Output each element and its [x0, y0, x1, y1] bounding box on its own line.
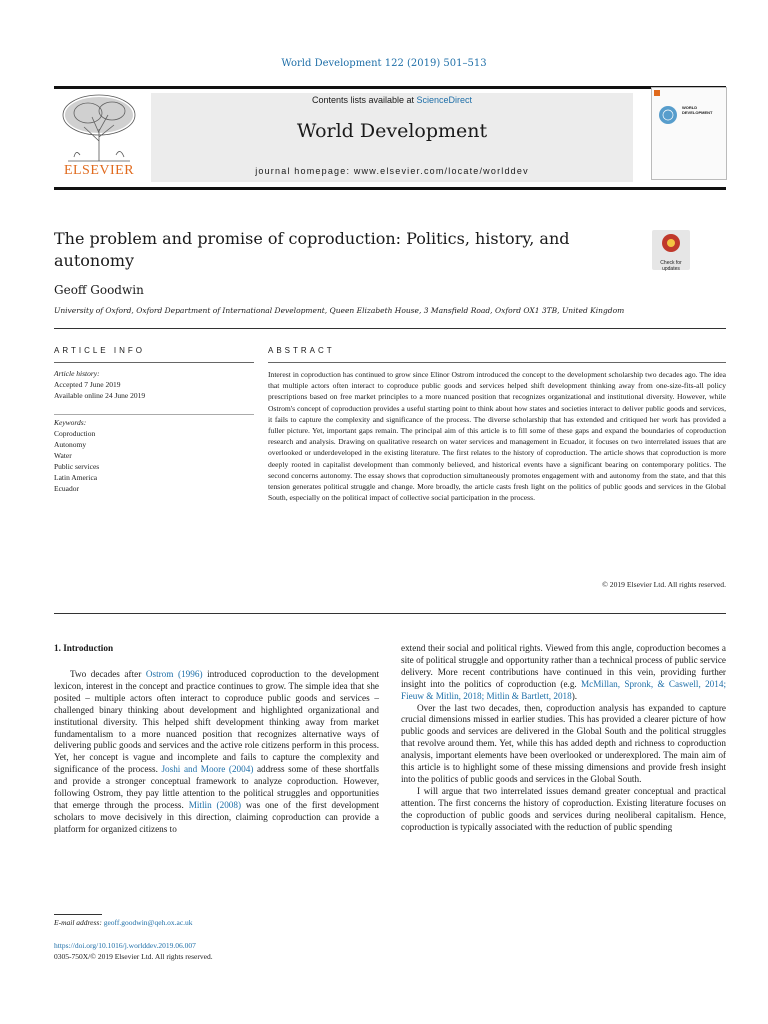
email-label: E-mail address: [54, 918, 104, 927]
keyword: Ecuador [54, 484, 79, 493]
abstract-heading: ABSTRACT [268, 346, 335, 355]
paper-title: The problem and promise of coproduction: Politics, history, and autonomy [54, 229, 570, 270]
article-info-heading: ARTICLE INFO [54, 346, 145, 355]
contents-prefix: Contents lists available at [311, 95, 417, 105]
check-for-updates-label: Check for updates [660, 260, 682, 272]
citation-link[interactable]: Ostrom (1996) [145, 669, 203, 679]
publisher-name: ELSEVIER [63, 163, 135, 178]
paragraph: I will argue that two interrelated issues demand greater conceptual and practical attention. The first concerns the history of coproduction. Existing literature focuses on the coproduction of public goods and services during neoliberal capitalism. Hence, coproduction is typically associated with the reduction of public spending [401, 785, 726, 832]
divider [54, 613, 726, 614]
body-right-column [401, 643, 726, 834]
paragraph: extend their social and political rights. Viewed from this angle, coproduction becomes a site of political struggle and opportunity rather than a technical process of public service delivery. More recent contributions have continued in this vein, providing further insight into the politics of coproduction (e.g. McMillan, Spronk, & Caswell, 2014; Fieuw & Mitlin, 2018; Mitlin & Bartlett, 2018). [401, 643, 726, 701]
doi-link[interactable]: https://doi.org/10.1016/j.worlddev.2019.06.007 [54, 941, 196, 950]
paragraph: Over the last two decades, then, coproduction analysis has expanded to capture crucial dimensions missed in earlier studies. This has provided a clearer picture of how public goods and services are delivered in the Global South and the political struggles that revolve around them. Yet, while this has added depth and richness to coproduction analysis, important elements have been overlooked or underexplored. The main aim of this article is to highlight some of these missing dimensions and provide fresh insight into the politics of public goods and services in the Global South. [401, 702, 726, 784]
divider [54, 328, 726, 329]
footnote-rule [54, 914, 102, 915]
accepted-date: Accepted 7 June 2019 [54, 380, 121, 389]
email-link[interactable]: geoff.goodwin@qeh.ox.ac.uk [103, 918, 193, 927]
keyword: Public services [54, 462, 100, 471]
citation-link[interactable]: McMillan, Spronk, & Caswell, 2014; Fieuw & Mitlin, 2018; Mitlin & Bartlett, 2018 [401, 678, 726, 701]
keyword: Autonomy [54, 440, 87, 449]
author-name[interactable]: Geoff Goodwin [54, 283, 144, 297]
header-top-rule [54, 86, 726, 89]
keyword: Water [54, 451, 72, 460]
cover-title: WORLD DEVELOPMENT [682, 105, 713, 115]
check-for-updates-badge[interactable] [652, 230, 690, 270]
globe-icon [659, 106, 677, 124]
online-date: Available online 24 June 2019 [54, 391, 146, 400]
abstract-copyright: © 2019 Elsevier Ltd. All rights reserved. [602, 580, 726, 589]
keywords-block [54, 417, 254, 494]
abstract-text: Interest in coproduction has continued to grow since Elinor Ostrom introduced the concept to the development scholarship two decades ago. The idea that multiple actors often interact to coproduce public goods and services helped shift development thinking away from one-size-fits-all policy prescriptions based on free market principles to a more nuanced position that recognizes organizational and institutional diversity. However, while Ostrom's concept of coproduction provides a useful starting point to think about how states and societies interact to deliver public goods and services, it fails to capture the complexity and significance of the process. The diverse scholarship that has extended and critiqued her work has provided a fuller picture. Yet, important gaps remain. The principal aim of this article is to fill some of these gaps and expand the boundaries of coproduction research and analysis. Drawing on qualitative research on water services and management in Ecuador, it focuses on two interrelated issues that are overlooked or underdeveloped in the existing literature. The first relates to the history of coproduction. The article shows that coproduction is more deeply rooted in capitalist development than commonly believed, and historical events have a significant bearing on contemporary politics. The second concerns autonomy. The essay shows that coproduction simultaneously promotes engagement with and autonomy from the state, and that this tension generates political struggle and change. More broadly, the article casts fresh light on the politics of public goods and services in the Global South, especially on the political impact of collective social participation in the process. [268, 370, 726, 503]
article-history [54, 368, 254, 401]
issn-line: 0305-750X/© 2019 Elsevier Ltd. All rights reserved. [54, 952, 213, 961]
author-affiliation: University of Oxford, Oxford Department of International Development, Queen Elizabeth House, 3 Mansfield Road, Oxford OX1 3TB, United Kingdom [54, 306, 625, 315]
keyword: Coproduction [54, 429, 96, 438]
paragraph: Two decades after Ostrom (1996) introduced coproduction to the development lexicon, interest in the concept and practice continues to grow. The simple idea that she posited – multiple actors often interact to coproduce public goods and services – challenged binary thinking about development and highlighted organizational and institutional diversity. This helped shift development thinking away from market fundamentalism to a more nuanced position that recognizes alternative ways of delivering public goods and services and the active role citizens perform in this process. Yet, her concept is vague and incomplete and fails to capture the complexity and significance of the process. Joshi and Moore (2004) address some of these shortfalls and provide a stronger conceptual framework to analyze coproduction. However, following Ostrom, they pay little attention to the political struggles and opportunities that emerge through the process. Mitlin (2008) was one of the first development scholars to move decisively in this direction, claiming coproduction can provide a platform for organized citizens to [54, 669, 379, 834]
abstract-rule [268, 362, 726, 363]
history-label: Article history: [54, 369, 100, 378]
journal-title: World Development [296, 120, 488, 142]
keywords-label: Keywords: [54, 418, 87, 427]
section-heading: 1. Introduction [54, 643, 114, 653]
footnote-email [54, 918, 193, 927]
header-bottom-rule [54, 187, 726, 190]
keywords-rule [54, 414, 254, 415]
journal-homepage[interactable]: journal homepage: www.elsevier.com/locate/worlddev [255, 166, 529, 176]
citation-link[interactable]: Mitlin (2008) [188, 799, 242, 810]
sciencedirect-link[interactable]: ScienceDirect [416, 95, 473, 105]
keyword: Latin America [54, 473, 98, 482]
body-left-column [54, 669, 379, 836]
citation-link[interactable]: Joshi and Moore (2004) [161, 764, 254, 775]
journal-cover-thumbnail [651, 87, 727, 180]
article-info-rule [54, 362, 254, 363]
journal-citation[interactable]: World Development 122 (2019) 501–513 [281, 58, 487, 69]
contents-line [151, 95, 633, 105]
